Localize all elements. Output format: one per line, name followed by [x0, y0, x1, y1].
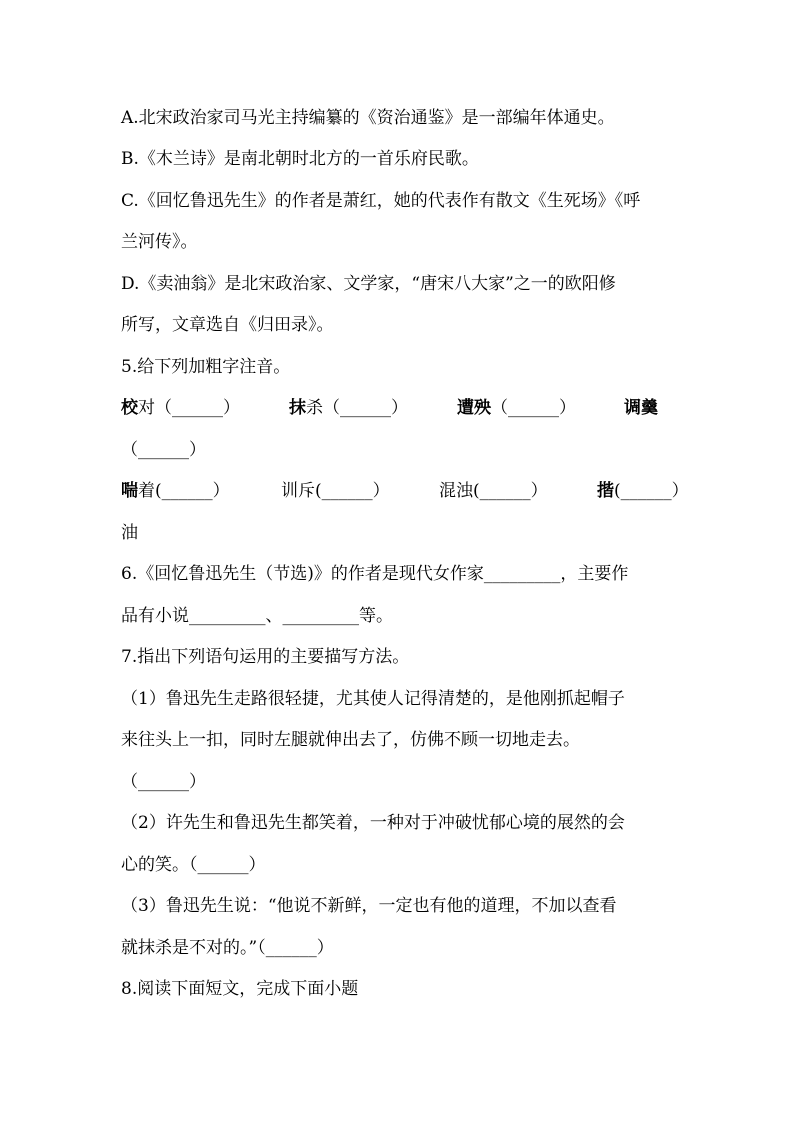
option-d-line2: 所写，文章选自《归田录》。 [121, 315, 334, 335]
q7-sentence-1-blank[interactable]: （______） [121, 772, 206, 792]
answer-blank[interactable]: _________ [483, 564, 561, 584]
option-c-line2: 兰河传》。 [121, 232, 198, 252]
q7-sentence-2-line2: 心的笑。（______） [121, 855, 266, 875]
q5-item-8: 揩(______） [597, 481, 689, 501]
option-a: A.北宋政治家司马光主持编纂的《资治通鉴》是一部编年体通史。 [121, 108, 615, 128]
question-8-title: 8.阅读下面短文，完成下面小题 [121, 979, 359, 999]
q5-wrap-text: 油 [121, 523, 138, 543]
q5-item-4: 调羹 [624, 398, 658, 418]
answer-blank[interactable]: （______） [491, 398, 576, 418]
answer-blank[interactable]: _________ [282, 606, 359, 626]
q5-item-6: 训斥(______） [281, 481, 390, 501]
q7-sentence-2-line1: （2）许先生和鲁迅先生都笑着，一种对于冲破忧郁心境的展然的会 [121, 813, 625, 833]
q7-sentence-3-line2: 就抹杀是不对的。”（______） [121, 938, 334, 958]
option-b: B.《木兰诗》是南北朝时北方的一首乐府民歌。 [121, 149, 479, 169]
answer-blank[interactable]: （______） [323, 398, 408, 418]
question-5-title: 5.给下列加粗字注音。 [121, 357, 291, 377]
answer-blank[interactable]: (______） [473, 481, 548, 501]
question-6-line2: 品有小说_________、_________等。 [121, 606, 393, 626]
question-6-line1: 6.《回忆鲁迅先生（节选)》的作者是现代女作家_________，主要作 [121, 564, 629, 584]
q5-item-7: 混浊(______） [439, 481, 548, 501]
q7-sentence-1-line2: 来往头上一扣，同时左腿就伸出去了，仿佛不顾一切地走去。 [121, 730, 580, 750]
option-c-line1: C.《回忆鲁迅先生》的作者是萧红，她的代表作有散文《生死场》《呼 [121, 191, 641, 211]
q7-sentence-3-line1: （3）鲁迅先生说：“他说不新鲜，一定也有他的道理，不加以查看 [121, 896, 617, 916]
q5-item-5: 喘着(______） [121, 481, 230, 501]
answer-blank[interactable]: _________ [189, 606, 266, 626]
option-d-line1: D.《卖油翁》是北宋政治家、文学家，“唐宋八大家”之一的欧阳修 [121, 274, 616, 294]
answer-blank[interactable]: (______） [614, 481, 689, 501]
answer-blank[interactable]: （______） [155, 398, 240, 418]
q5-item-2: 抹杀（______） [289, 398, 408, 418]
answer-blank[interactable]: (______） [315, 481, 390, 501]
q5-wrap-blank[interactable]: （______） [121, 440, 206, 460]
question-7-title: 7.指出下列语句运用的主要描写方法。 [121, 647, 410, 667]
q5-item-3: 遭殃（______） [457, 398, 576, 418]
q5-item-1: 校对（______） [121, 398, 240, 418]
answer-blank[interactable]: (______） [155, 481, 230, 501]
q7-sentence-1-line1: （1）鲁迅先生走路很轻捷，尤其使人记得清楚的，是他刚抓起帽子 [121, 689, 625, 709]
